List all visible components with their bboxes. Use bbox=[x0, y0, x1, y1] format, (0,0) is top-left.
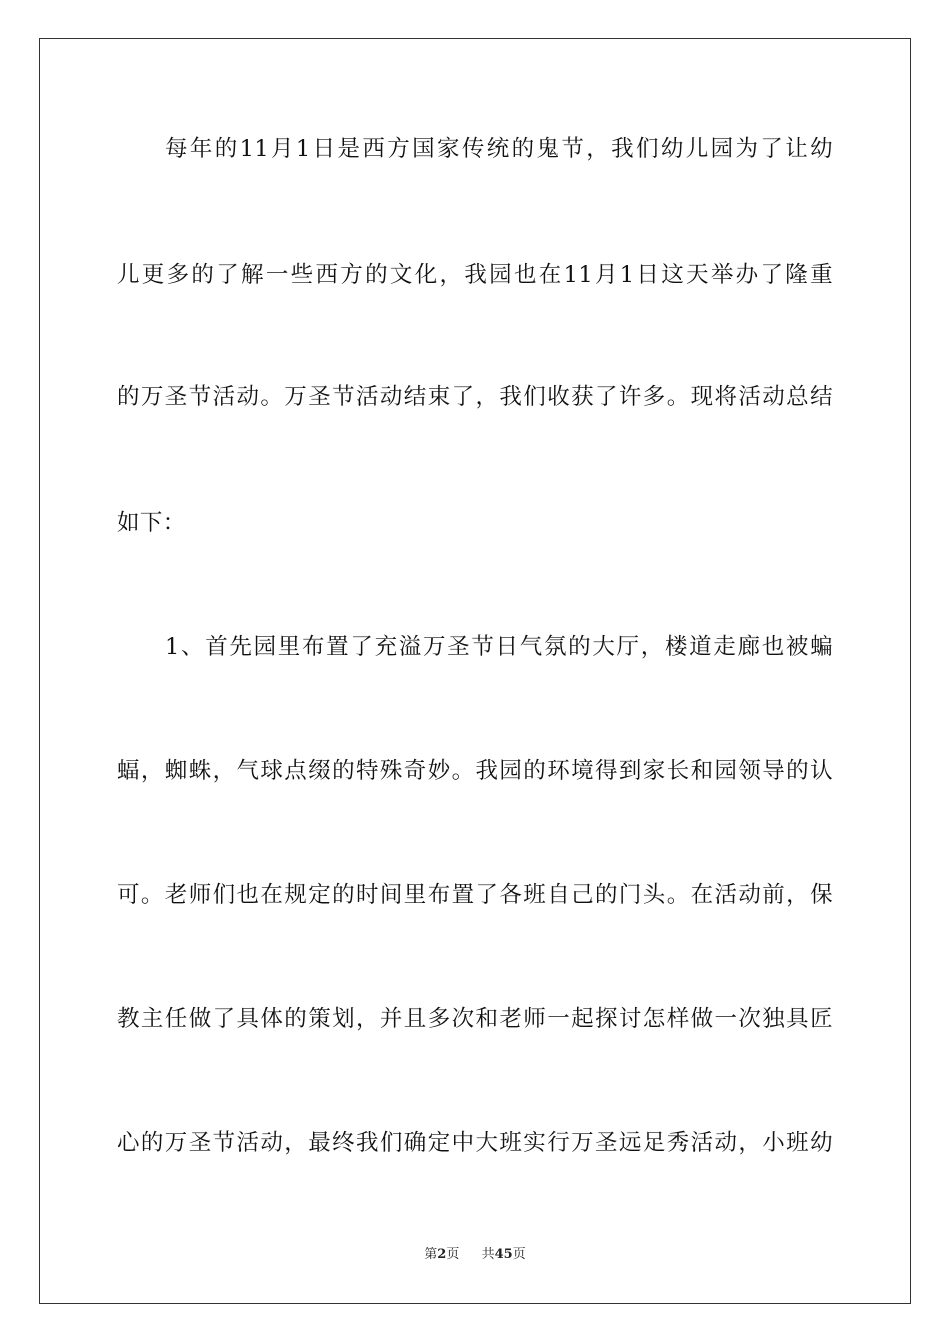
paragraph-2-line-1: 1、首先园里布置了充溢万圣节日气氛的大厅，楼道走廊也被蝙 bbox=[165, 634, 833, 660]
total-label-suffix: 页 bbox=[512, 1247, 526, 1262]
paragraph-1-line-3: 的万圣节活动。万圣节活动结束了，我们收获了许多。现将活动总结 bbox=[117, 384, 833, 410]
total-pages: 45 bbox=[494, 1247, 513, 1262]
page-footer bbox=[0, 1246, 950, 1264]
paragraph-2-line-4: 教主任做了具体的策划，并且多次和老师一起探讨怎样做一次独具匠 bbox=[117, 1006, 833, 1032]
paragraph-1-line-2: 儿更多的了解一些西方的文化，我园也在11月1日这天举办了隆重 bbox=[117, 262, 833, 288]
paragraph-2-line-5: 心的万圣节活动，最终我们确定中大班实行万圣远足秀活动，小班幼 bbox=[117, 1130, 833, 1156]
total-label-prefix: 共 bbox=[481, 1247, 495, 1262]
paragraph-1-line-1: 每年的11月1日是西方国家传统的鬼节，我们幼儿园为了让幼 bbox=[165, 136, 833, 162]
page-label-suffix: 页 bbox=[446, 1247, 460, 1262]
paragraph-2-line-2: 蝠，蜘蛛，气球点缀的特殊奇妙。我园的环境得到家长和园领导的认 bbox=[117, 758, 833, 784]
paragraph-1-line-4: 如下： bbox=[117, 510, 186, 536]
page-label-prefix: 第 bbox=[424, 1247, 438, 1262]
paragraph-2-line-3: 可。老师们也在规定的时间里布置了各班自己的门头。在活动前，保 bbox=[117, 882, 833, 908]
page-border bbox=[39, 38, 911, 1304]
page-number: 2 bbox=[437, 1247, 447, 1262]
